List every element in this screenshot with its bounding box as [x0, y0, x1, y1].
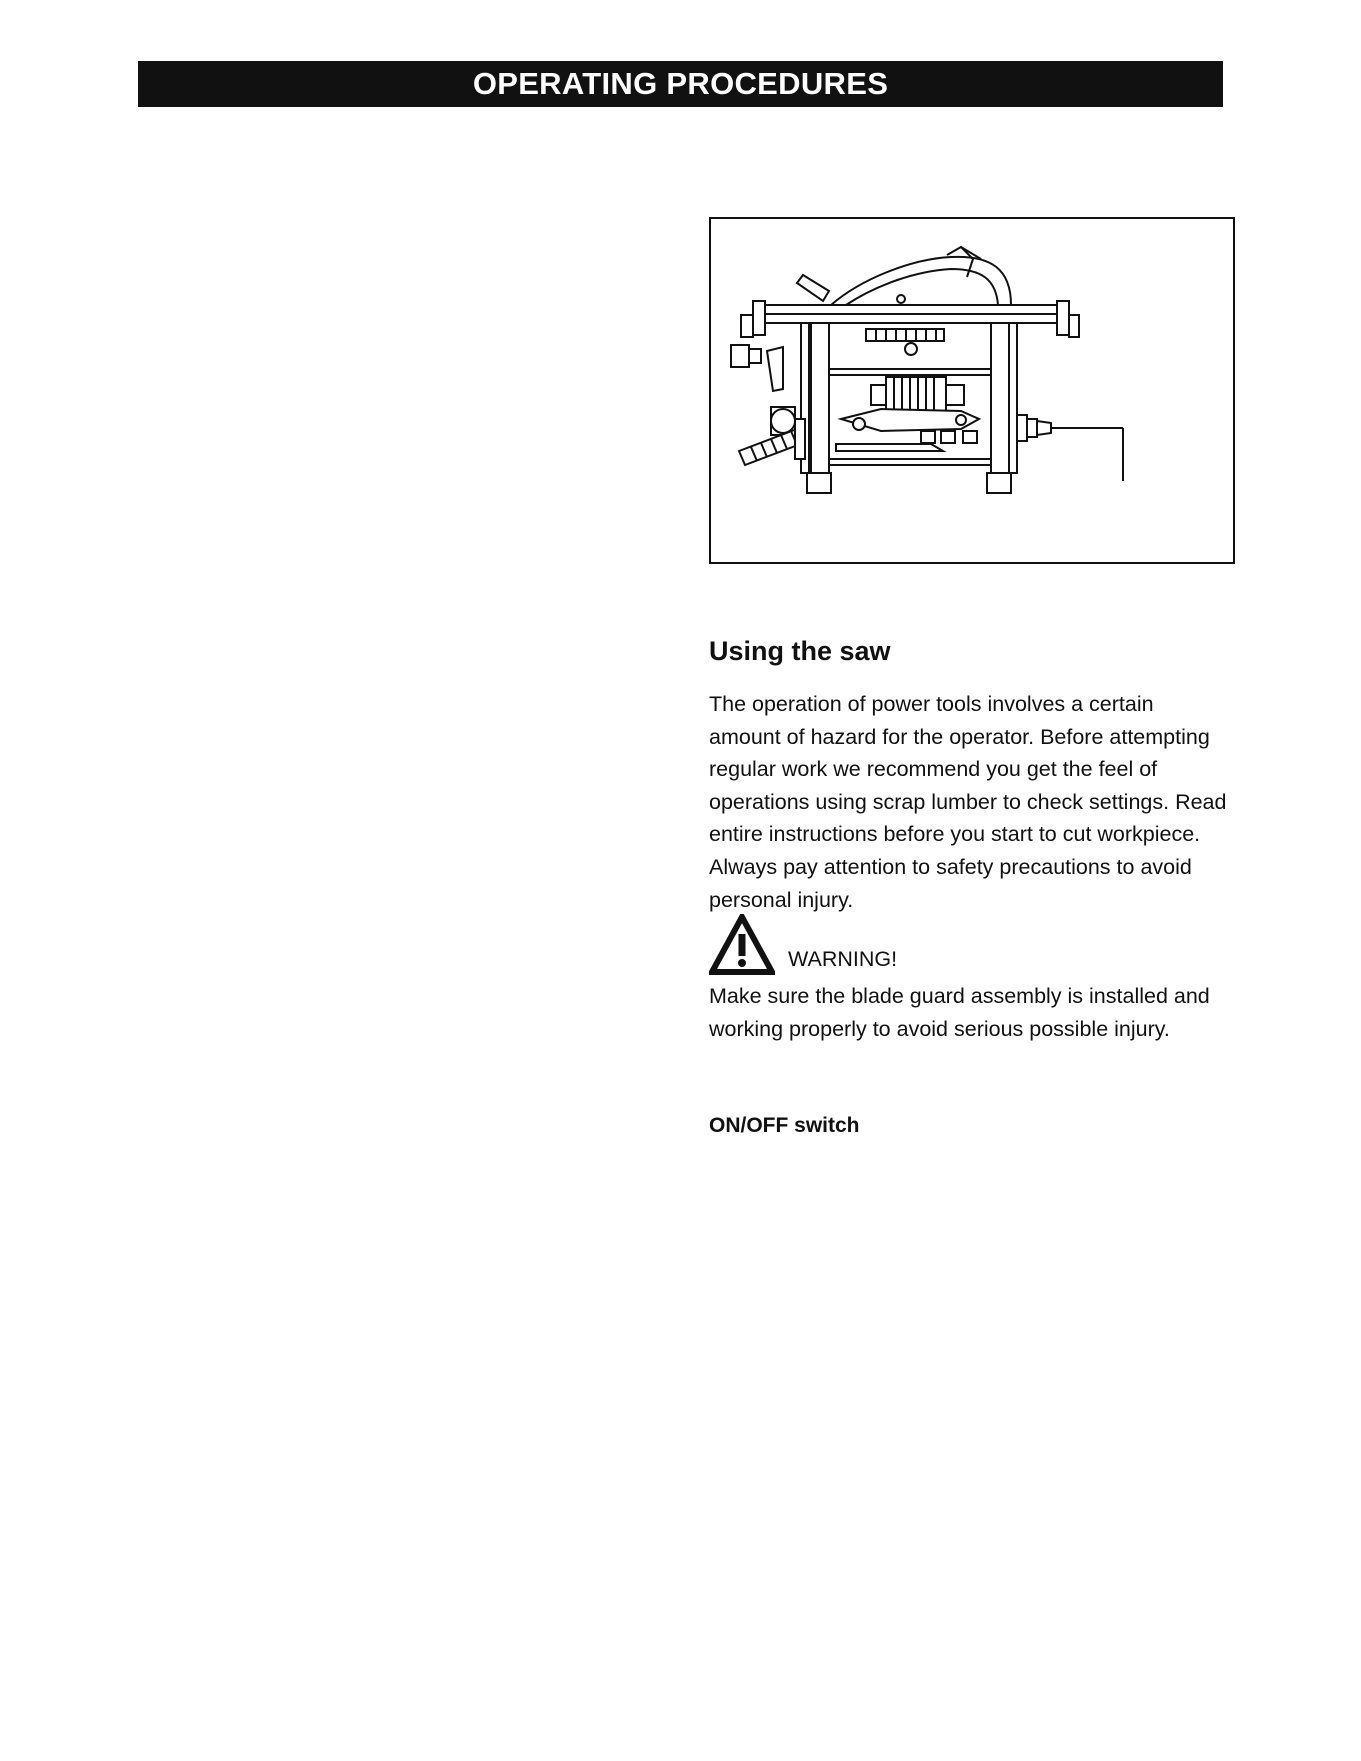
header-bar	[138, 61, 1223, 107]
section-paragraph: The operation of power tools involves a certain amount of hazard for the operator. Before attempting regular work we recommend you get the feel of operations using scrap lumber to check settings. Read entire instructions before you start to cut workpiece. Always pay attention to safety precautions to avoid personal injury.	[709, 692, 1227, 912]
saw-figure	[709, 217, 1235, 564]
section-heading: Using the saw	[709, 636, 891, 666]
warning-triangle-icon	[709, 914, 775, 976]
page-title: OPERATING PROCEDURES	[472, 66, 889, 101]
warning-header	[709, 914, 1229, 976]
onoff-switch-heading: ON/OFF switch	[709, 1114, 860, 1137]
table-saw-illustration	[711, 219, 1233, 562]
warning-label: WARNING!	[788, 947, 898, 971]
warning-text: Make sure the blade guard assembly is installed and working properly to avoid serious possible injury.	[709, 984, 1210, 1041]
